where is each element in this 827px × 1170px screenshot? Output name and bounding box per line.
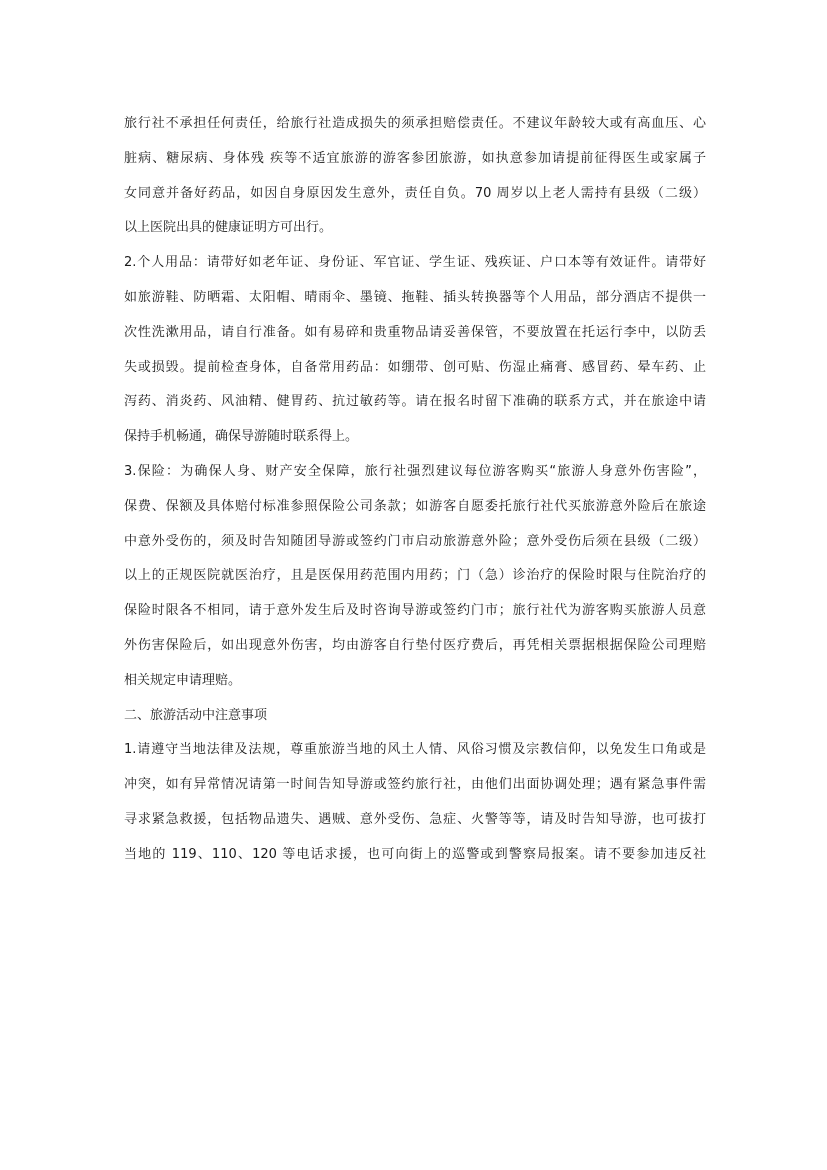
text-line: 相关规定申请理赔。 <box>124 672 242 688</box>
text-line: 泻药、消炎药、风油精、健胃药、抗过敏药等。请在报名时留下准确的联系方式，并在旅途中请 <box>124 394 706 410</box>
section-heading <box>124 699 706 734</box>
text-line: 当地的 119、110、120 等电话求援，也可向街上的巡警或到警察局报案。请不要参加违反社 <box>124 846 706 862</box>
text-line: 3.保险：为确保人身、财产安全保障，旅行社强烈建议每位游客购买“旅游人身意外伤害险”， <box>124 463 706 479</box>
text-line: 旅行社不承担任何责任，给旅行社造成损失的须承担赔偿责任。不建议年龄较大或有高血压、心 <box>124 116 706 131</box>
paragraph-health-disclaimer <box>124 107 706 246</box>
text-line: 1.请遵守当地法律及法规，尊重旅游当地的风土人情、风俗习惯及宗教信仰，以免发生口角或是 <box>124 742 706 758</box>
text-line: 次性洗漱用品，请自行准备。如有易碎和贵重物品请妥善保管，不要放置在托运行李中，以防丢 <box>124 324 706 340</box>
text-line: 保持手机畅通，确保导游随时联系得上。 <box>124 429 359 445</box>
text-line: 中意外受伤的，须及时告知随团导游或签约门市启动旅游意外险；意外受伤后须在县级（二级） <box>124 533 706 549</box>
text-line: 寻求紧急救援，包括物品遗失、遇贼、意外受伤、急症、火警等等，请及时告知导游，也可拔打 <box>124 811 706 827</box>
text-line: 保险时限各不相同，请于意外发生后及时咨询导游或签约门市；旅行社代为游客购买旅游人员意 <box>124 603 706 619</box>
paragraph-insurance <box>124 455 706 699</box>
text-line: 以上的正规医院就医治疗，且是医保用药范围内用药；门（急）诊治疗的保险时限与住院治疗的 <box>124 568 706 584</box>
text-line: 失或损毁。提前检查身体，自备常用药品：如绷带、创可贴、伤湿止痛膏、感冒药、晕车药、止 <box>124 359 706 375</box>
section-heading-text: 二、旅游活动中注意事项 <box>124 707 268 723</box>
text-line: 2.个人用品：请带好如老年证、身份证、军官证、学生证、残疾证、户口本等有效证件。请带好 <box>124 255 706 271</box>
document-body <box>124 107 706 873</box>
text-line: 女同意并备好药品，如因自身原因发生意外，责任自负。70 周岁以上老人需持有县级（二级） <box>124 185 706 201</box>
text-line: 脏病、糖尿病、身体残 疾等不适宜旅游的游客参团旅游，如执意参加请提前征得医生或家属子 <box>124 150 706 166</box>
paragraph-local-laws <box>124 733 706 872</box>
text-line: 冲突，如有异常情况请第一时间告知导游或签约旅行社，由他们出面协调处理；遇有紧急事件需 <box>124 777 706 793</box>
text-line: 以上医院出具的健康证明方可出行。 <box>124 220 333 236</box>
text-line: 外伤害保险后，如出现意外伤害，均由游客自行垫付医疗费后，再凭相关票据根据保险公司理赔 <box>124 637 706 653</box>
text-line: 保费、保额及具体赔付标准参照保险公司条款；如游客自愿委托旅行社代买旅游意外险后在旅途 <box>124 498 706 514</box>
paragraph-personal-items <box>124 246 706 455</box>
text-line: 如旅游鞋、防晒霜、太阳帽、晴雨伞、墨镜、拖鞋、插头转换器等个人用品，部分酒店不提供一 <box>124 289 706 305</box>
